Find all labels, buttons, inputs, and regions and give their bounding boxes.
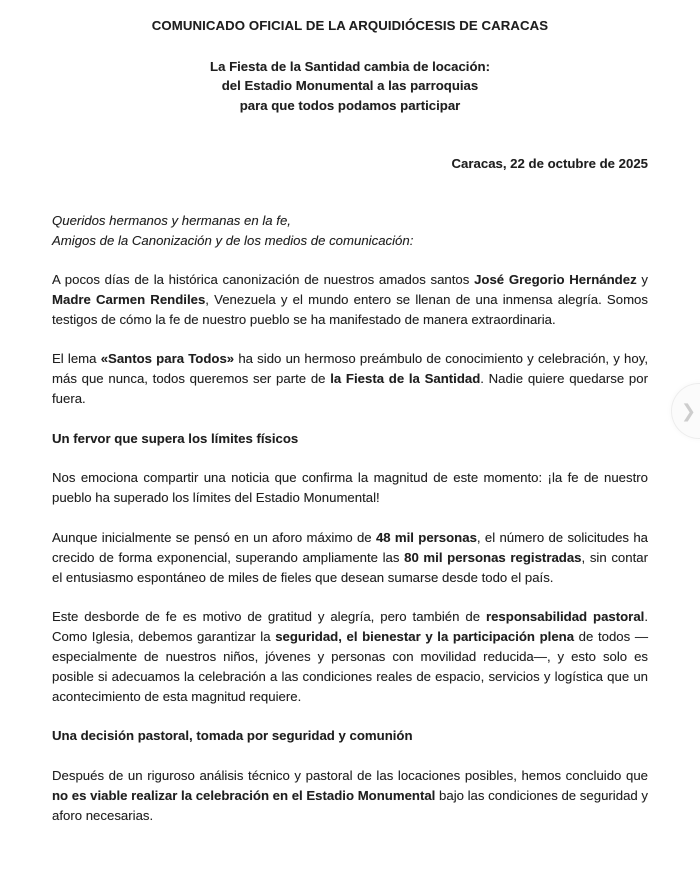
- doc-subtitle: [52, 57, 648, 116]
- salutation-line-2: Amigos de la Canonización y de los medios de comunicación:: [52, 233, 414, 249]
- paragraph-canonization: A pocos días de la histórica canonización de nuestros amados santos José Gregorio Hernández y Madre Carmen Rendiles, Venezuela y el mundo entero se llenan de una inmensa alegría. Somos testigos de cómo la fe de nuestro pueblo se ha manifestado de manera extraordinaria.: [52, 271, 648, 327]
- section-heading-fervor: Un fervor que supera los límites físicos: [52, 430, 299, 446]
- doc-subtitle-line-3: para que todos podamos participar: [239, 97, 461, 113]
- paragraph-responsabilidad: Este desborde de fe es motivo de gratitud y alegría, pero también de responsabilidad pastoral. Como Iglesia, debemos garantizar la seguridad, el bienestar y la participación plena de todos —especialmente de nuestros niños, jóvenes y personas con movilidad reducida—, y esto solo es posible si adecuamos la celebración a las condiciones reales de espacio, servicios y logística que un acontecimiento de esta magnitud requiere.: [52, 609, 649, 704]
- paragraph-aforo: Aunque inicialmente se pensó en un aforo máximo de 48 mil personas, el número de solicitudes ha crecido de forma exponencial, superando ampliamente las 80 mil personas registradas, sin contar el entusiasmo espontáneo de miles de fieles que desean sumarse desde todo el país.: [52, 530, 648, 585]
- section-heading-decision: Una decisión pastoral, tomada por seguridad y comunión: [52, 728, 413, 744]
- next-page-button[interactable]: [671, 383, 700, 439]
- salutation-line-1: Queridos hermanos y hermanas en la fe,: [52, 213, 291, 229]
- doc-title: COMUNICADO OFICIAL DE LA ARQUIDIÓCESIS DE CARACAS: [151, 18, 549, 33]
- doc-subtitle-line-1: La Fiesta de la Santidad cambia de locación:: [210, 58, 490, 74]
- chevron-right-icon: ❯: [681, 400, 697, 421]
- salutation: [52, 211, 648, 251]
- paragraph-lema: El lema «Santos para Todos» ha sido un hermoso preámbulo de conocimiento y celebración, y hoy, más que nunca, todos queremos ser parte de la Fiesta de la Santidad. Nadie quiere quedarse por fuera.: [52, 351, 648, 406]
- dateline: Caracas, 22 de octubre de 2025: [451, 155, 648, 171]
- paragraph-noticia: Nos emociona compartir una noticia que confirma la magnitud de este momento: ¡la fe de nuestro pueblo ha superado los límites del Estadio Monumental!: [52, 470, 648, 506]
- paragraph-decision: Después de un riguroso análisis técnico y pastoral de las locaciones posibles, hemos concluido que no es viable realizar la celebración en el Estadio Monumental bajo las condiciones de seguridad y aforo necesarias.: [52, 768, 648, 823]
- doc-subtitle-line-2: del Estadio Monumental a las parroquias: [221, 78, 479, 94]
